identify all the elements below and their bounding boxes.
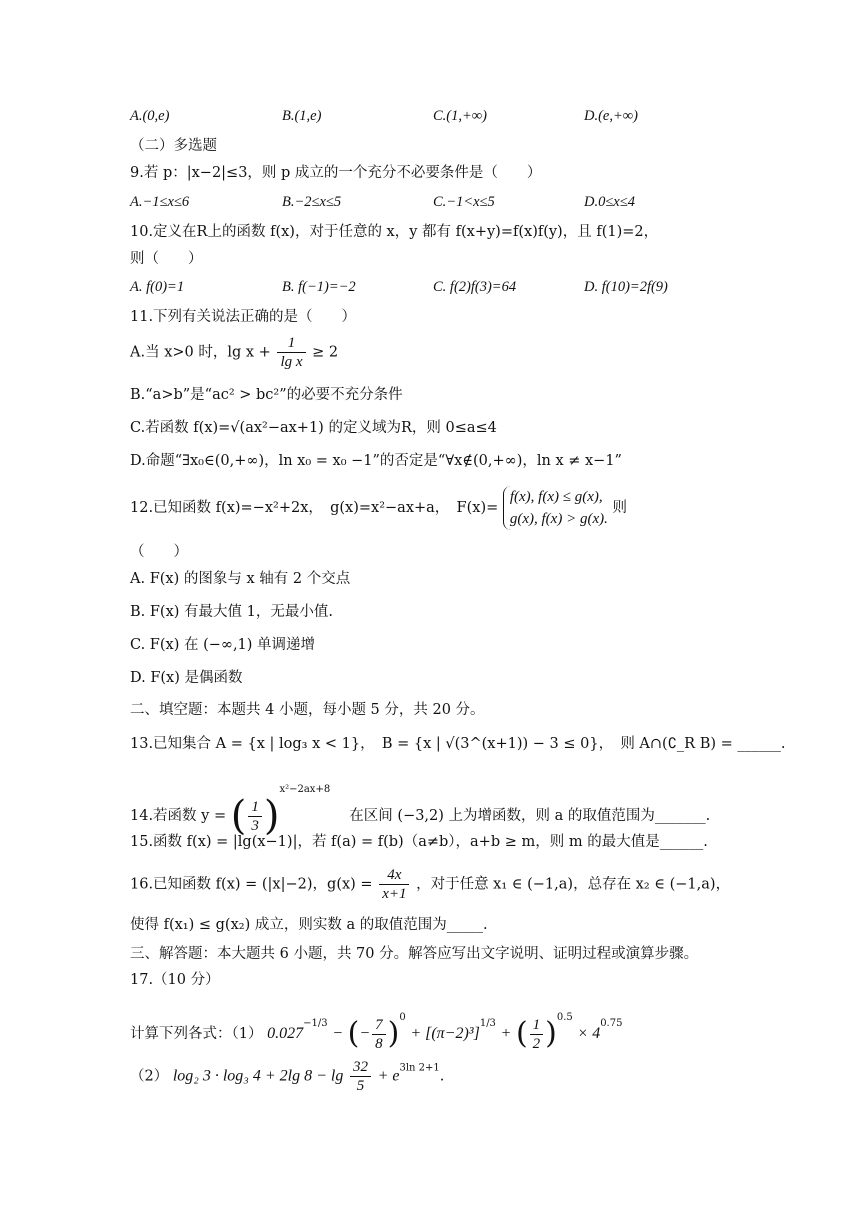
q12-tail: 则 (612, 500, 627, 516)
q9-option-b: B.−2≤x≤5 (282, 194, 342, 210)
q11-option-a-fraction (277, 334, 305, 371)
q17-part1-c: + [(π−2)³] (410, 1025, 480, 1042)
q15: 15.函数 f(x) = |lg(x−1)|，若 f(a) = f(b)（a≠b），a+b ≥ m，则 m 的最大值是______. (130, 834, 708, 850)
q12-stem (130, 486, 627, 530)
q11-option-b: B.“a>b”是“ac² > bc²”的必要不充分条件 (130, 387, 403, 403)
q17-part1-fraction-2 (530, 1016, 544, 1053)
q17-part1-exp-d: 0.5 (556, 1012, 573, 1023)
q17-part-1 (130, 1008, 622, 1053)
q17-part2-exp: 3ln 2+1 (399, 1062, 440, 1074)
q12-option-d: D. F(x) 是偶函数 (130, 670, 243, 686)
q16-fraction (379, 866, 409, 903)
q14-base-num: 1 (248, 798, 262, 817)
q14-pre: 14.若函数 y = (130, 808, 227, 824)
q16-den: x+1 (382, 886, 407, 902)
q14-post: 在区间 (−3,2) 上为增函数，则 a 的取值范围为_______. (334, 808, 711, 824)
q11-stem: 11.下列有关说法正确的是（ ） (130, 309, 357, 325)
q17-part1-fraction (372, 1016, 386, 1053)
q14-base-fraction (248, 798, 262, 835)
q17-part2-a: log₂ 3 · log₃ 4 + 2lg 8 − lg (172, 1067, 344, 1085)
q14-exponent: x²−2ax+8 (279, 784, 331, 795)
q17-part2-label: （2） (130, 1068, 169, 1085)
q17-header: 17.（10 分） (130, 972, 220, 988)
q11-option-a-den: lg x (280, 354, 303, 370)
q17-part1-frac2-num: 1 (530, 1016, 544, 1035)
q12-option-b: B. F(x) 有最大值 1，无最小值. (130, 604, 333, 620)
q11-option-a-num: 1 (277, 334, 305, 353)
q9-stem: 9.若 p：|x−2|≤3，则 p 成立的一个充分不必要条件是（ ） (130, 165, 542, 181)
q13: 13.已知集合 A = {x | log₃ x < 1}， B = {x | √(3^(x+1)) − 3 ≤ 0}， 则 A∩(∁_R B) = ______. (130, 736, 786, 752)
q9-option-a: A.−1≤x≤6 (130, 194, 190, 210)
q11-option-a-post: ≥ 2 (312, 344, 339, 361)
q11-option-a-pre: A.当 x>0 时，lg x + (130, 344, 271, 361)
q17-part1-d: + (500, 1025, 512, 1042)
q12-paren: （ ） (130, 544, 188, 560)
q12-stem-text: 12.已知函数 f(x)=−x²+2x， g(x)=x²−ax+a， F(x)= (130, 500, 499, 516)
q14-left-paren: ( (230, 793, 247, 839)
q17-part1-frac2-den: 2 (532, 1035, 541, 1052)
q11-option-d: D.命题“∃x₀∈(0,+∞)，ln x₀ = x₀ −1”的否定是“∀x∉(0,+∞)，ln x ≠ x−1” (130, 453, 622, 469)
q16-line-2: 使得 f(x₁) ≤ g(x₂) 成立，则实数 a 的取值范围为_____. (130, 917, 488, 933)
q8-option-a: A.(0,e) (130, 108, 170, 124)
q10-option-c: C. f(2)f(3)=64 (433, 279, 517, 295)
q17-part1-exp-c: 1/3 (479, 1018, 496, 1029)
q17-part1-paren2-close: ) (545, 1016, 557, 1051)
q16-num: 4x (379, 866, 409, 885)
q17-part1-frac-num: 7 (372, 1016, 386, 1035)
q10-option-a: A. f(0)=1 (130, 279, 185, 295)
q17-part1-paren-open: ( (347, 1016, 360, 1051)
q16-post: ，对于任意 x₁ ∈ (−1,a)，总存在 x₂ ∈ (−1,a)， (416, 876, 731, 893)
q12-case-1: f(x), f(x) ≤ g(x), (509, 489, 603, 505)
q16-line-1 (130, 866, 730, 903)
q12-option-c: C. F(x) 在 (−∞,1) 单调递增 (130, 637, 316, 653)
q16-pre: 16.已知函数 f(x) = (|x|−2)，g(x) = (130, 876, 373, 893)
q12-piecewise (503, 486, 608, 530)
section-solve: 三、解答题：本大题共 6 小题，共 70 分。解答应写出文字说明、证明过程或演算步骤。 (130, 946, 699, 962)
q8-option-b: B.(1,e) (282, 108, 322, 124)
section-fill-in: 二、填空题：本题共 4 小题，每小题 5 分，共 20 分。 (130, 702, 485, 718)
q17-part1-frac-den: 8 (375, 1035, 383, 1052)
q17-part1-paren2-open: ( (515, 1016, 528, 1051)
q10-stem-cont: 则（ ） (130, 251, 203, 267)
q17-part1-a: 0.027 (267, 1025, 304, 1042)
q11-option-c: C.若函数 f(x)=√(ax²−ax+1) 的定义域为R，则 0≤a≤4 (130, 420, 497, 436)
q11-option-a (130, 334, 338, 371)
q17-part2-frac-den: 5 (356, 1078, 365, 1094)
q17-part1-exp-b: 0 (399, 1012, 406, 1023)
q10-option-b: B. f(−1)=−2 (282, 279, 356, 295)
q17-part2-b: + e (377, 1067, 400, 1085)
q12-option-a: A. F(x) 的图象与 x 轴有 2 个交点 (130, 571, 351, 587)
q8-option-d: D.(e,+∞) (584, 108, 638, 124)
q17-part2-fraction (350, 1058, 371, 1095)
q17-part1-exp-e: 0.75 (600, 1018, 623, 1029)
q9-option-d: D.0≤x≤4 (584, 194, 635, 210)
q17-part1-b: − (332, 1025, 343, 1042)
q17-part1-paren-close: ) (387, 1016, 400, 1051)
section-multi-choice: （二）多选题 (130, 138, 217, 154)
q14 (130, 780, 711, 839)
q8-option-c: C.(1,+∞) (433, 108, 487, 124)
q12-case-2: g(x), f(x) > g(x). (509, 511, 608, 527)
q10-stem: 10.定义在R上的函数 f(x)，对于任意的 x，y 都有 f(x+y)=f(x)f(y)，且 f(1)=2， (130, 224, 659, 240)
q17-part2-end: . (439, 1068, 445, 1085)
q17-part-2 (130, 1058, 444, 1095)
q9-option-c: C.−1<x≤5 (433, 194, 495, 210)
q14-right-paren: ) (263, 793, 280, 839)
q17-part2-frac-num: 32 (350, 1058, 371, 1077)
q17-part1-neg: − (359, 1025, 371, 1042)
q14-base-den: 3 (251, 817, 259, 834)
q17-part1-label: 计算下列各式：（1） (130, 1026, 263, 1042)
q10-option-d: D. f(10)=2f(9) (584, 279, 668, 295)
q17-part1-exp-a: −1/3 (303, 1018, 328, 1029)
q17-part1-e: × 4 (577, 1025, 601, 1042)
